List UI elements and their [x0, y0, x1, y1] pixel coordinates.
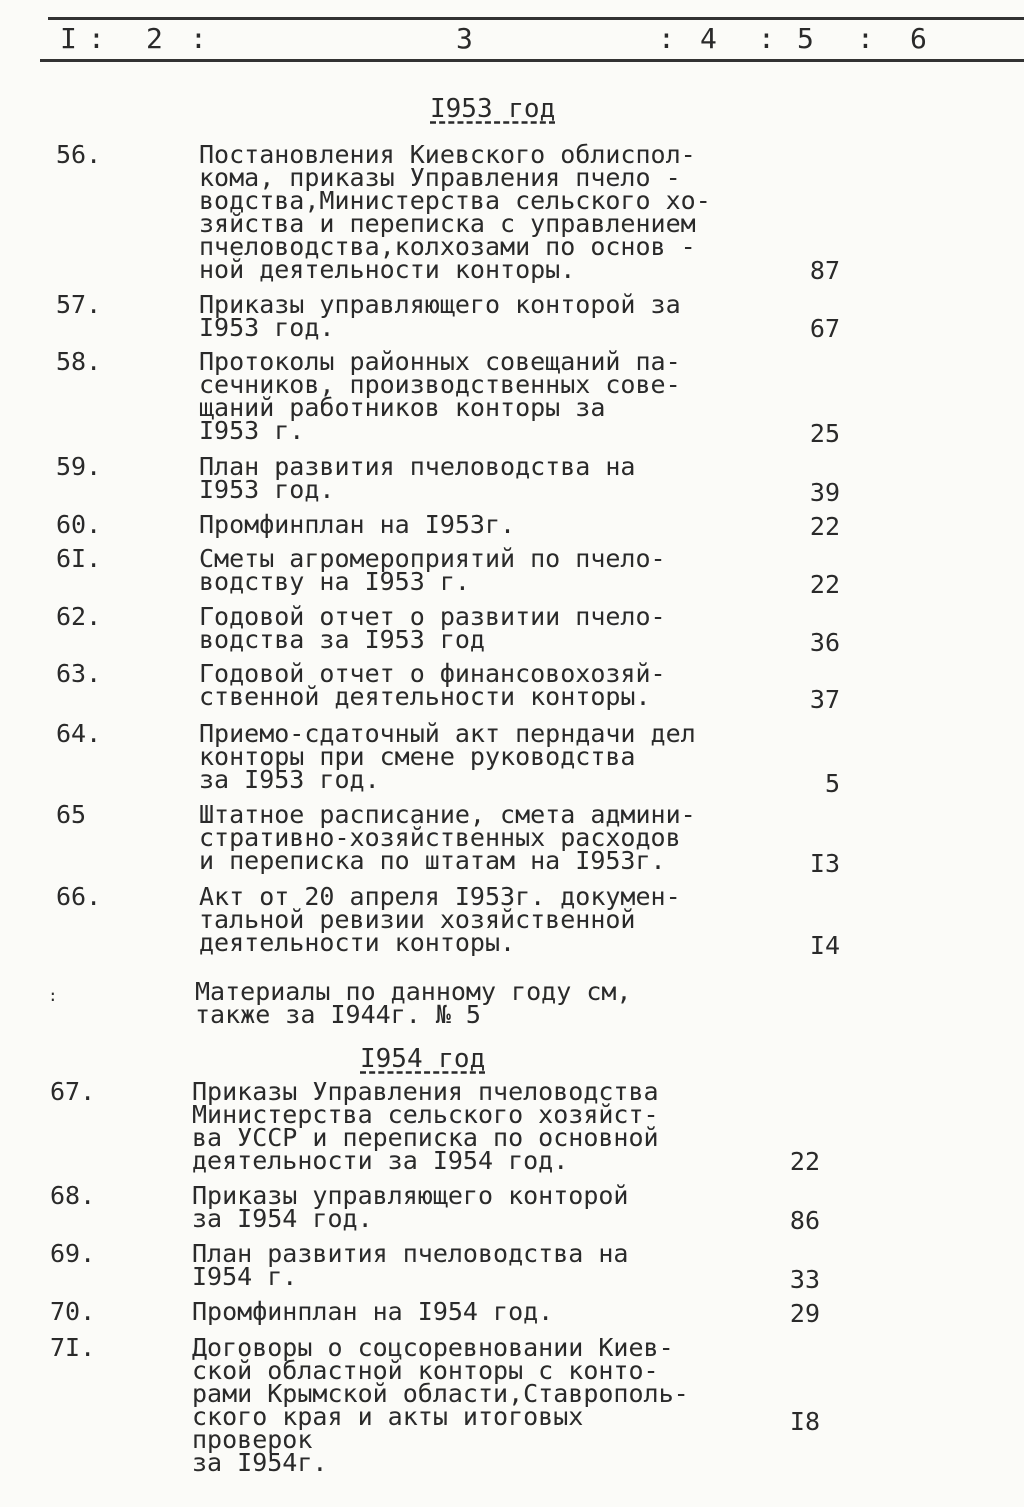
entry-sheet-count: 25	[809, 419, 840, 448]
header-col4: 4	[700, 22, 717, 55]
entry-number: 63.	[56, 659, 102, 688]
entry-number: 67.	[50, 1077, 96, 1106]
entry-number: 6I.	[56, 544, 102, 573]
entry-sheet-count: 22	[789, 1147, 820, 1176]
entry-number: 60.	[56, 510, 102, 539]
header-sep: :	[857, 22, 874, 55]
entry-sheet-count: 67	[809, 314, 840, 343]
header-sep: :	[88, 22, 105, 55]
entry-sheet-count: 5	[824, 769, 840, 798]
entry-description: Штатное расписание, смета админи- стративно-хозяйственных расходов и переписка по штатам на I953г.	[199, 800, 696, 875]
header-col2: 2	[146, 22, 163, 55]
entry-number: 7I.	[50, 1333, 96, 1362]
margin-mark: :	[48, 986, 58, 1005]
entry-sheet-count: 39	[809, 478, 840, 507]
entry-description: Акт от 20 апреля I953г. докумен- тальной ревизии хозяйственной деятельности конторы.	[199, 882, 681, 957]
section-title-1953: I953 год	[430, 94, 556, 124]
entry-description: Протоколы районных совещаний па- сечников, производственных сове- щаний работников конторы за I953 г.	[199, 347, 681, 445]
entry-number: 56.	[56, 140, 102, 169]
entry-number: 62.	[56, 602, 102, 631]
entry-description: Приказы Управления пчеловодства Министерства сельского хозяйст- ва УССР и переписка по основной деятельности за I954 год.	[192, 1077, 659, 1175]
entry-number: 57.	[56, 290, 102, 319]
entry-sheet-count: I3	[809, 849, 840, 878]
entry-sheet-count: 86	[789, 1206, 820, 1235]
entry-sheet-count: 37	[809, 685, 840, 714]
entry-number: 64.	[56, 719, 102, 748]
entry-sheet-count: 33	[789, 1265, 820, 1294]
cross-reference-note: Материалы по данному году см, также за I944г. № 5	[195, 977, 632, 1029]
entry-number: 68.	[50, 1181, 96, 1210]
entry-sheet-count: 22	[809, 570, 840, 599]
section-title-1954: I954 год	[360, 1044, 486, 1074]
entry-number: 66.	[56, 882, 102, 911]
header-top-rule	[48, 17, 1024, 20]
entry-number: 58.	[56, 347, 102, 376]
header-col5: 5	[797, 22, 814, 55]
entry-description: Промфинплан на I953г.	[199, 510, 516, 539]
entry-number: 70.	[50, 1297, 96, 1326]
header-bottom-rule	[40, 59, 1024, 62]
header-col3: 3	[456, 22, 473, 55]
entry-description: Сметы агромероприятий по пчело- водству на I953 г.	[199, 544, 666, 596]
entry-number: 69.	[50, 1239, 96, 1268]
header-sep: :	[658, 22, 675, 55]
header-col6: 6	[910, 22, 927, 55]
entry-description: Приказы управляющего конторой за I953 год.	[199, 290, 681, 342]
header-sep: :	[190, 22, 207, 55]
entry-number: 59.	[56, 452, 102, 481]
entry-description: Годовой отчет о финансовохозяй- ственной деятельности конторы.	[199, 659, 666, 711]
entry-description: Приемо-сдаточный акт перндачи дел конторы при смене руководства за I953 год.	[199, 719, 696, 794]
header-sep: :	[758, 22, 775, 55]
entry-sheet-count: 29	[789, 1299, 820, 1328]
entry-description: Постановления Киевского облиспол- кома, приказы Управления пчело - водства,Министерства сельского хо- зяйства и переписка с управлением пчеловодства,колхозами по основ - ной деятельности конторы.	[199, 140, 711, 284]
entry-sheet-count: 22	[809, 512, 840, 541]
entry-number: 65	[56, 800, 87, 829]
entry-description: Промфинплан на I954 год.	[192, 1297, 554, 1326]
entry-description: Договоры о соцсоревновании Киев- ской областной конторы с конто- рами Крымской области,Ставрополь- ского края и акты итоговых проверок за I954г.	[192, 1333, 689, 1477]
entry-description: План развития пчеловодства на I954 г.	[192, 1239, 629, 1291]
entry-sheet-count: I4	[809, 931, 840, 960]
entry-description: Годовой отчет о развитии пчело- водства за I953 год	[199, 602, 666, 654]
entry-sheet-count: I8	[789, 1407, 820, 1436]
entry-sheet-count: 36	[809, 628, 840, 657]
entry-description: План развития пчеловодства на I953 год.	[199, 452, 636, 504]
entry-sheet-count: 87	[809, 256, 840, 285]
entry-description: Приказы управляющего конторой за I954 год.	[192, 1181, 629, 1233]
header-col1: I	[60, 22, 77, 55]
